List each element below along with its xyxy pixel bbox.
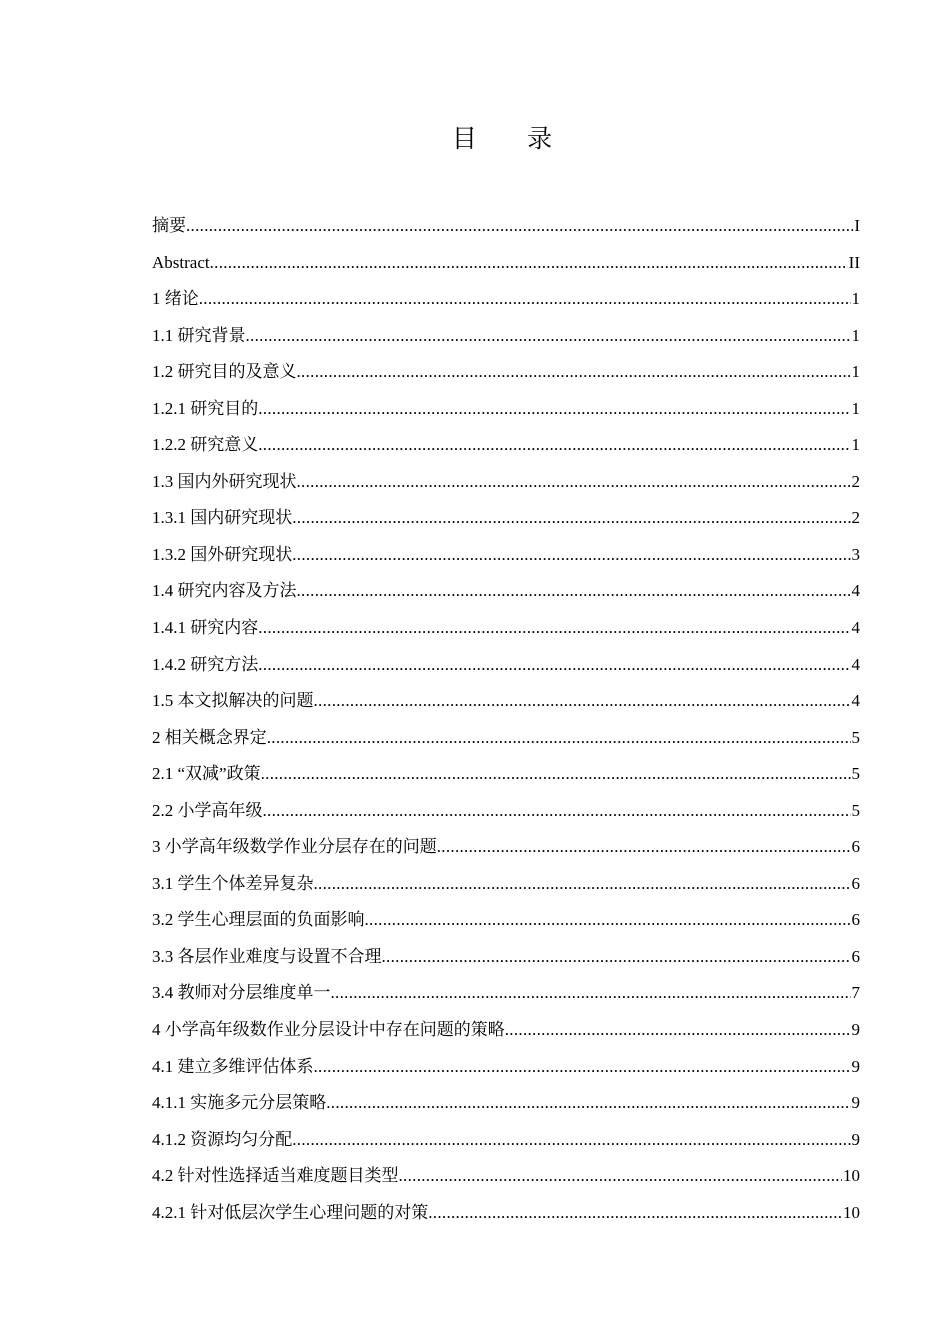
toc-dot-leader — [297, 354, 851, 391]
toc-dot-leader — [258, 427, 850, 464]
toc-dot-leader — [326, 1085, 850, 1122]
toc-dot-leader — [437, 829, 851, 866]
toc-entry[interactable] — [152, 391, 860, 428]
toc-dot-leader — [297, 464, 851, 501]
toc-entry-label: 4.2 针对性选择适当难度题目类型 — [152, 1166, 399, 1186]
toc-entry[interactable] — [152, 683, 860, 720]
toc-entry-label: 4.1.1 实施多元分层策略 — [152, 1093, 327, 1113]
toc-entry[interactable] — [152, 245, 860, 282]
toc-entry-page-number: 1 — [851, 289, 860, 309]
toc-entry[interactable] — [152, 866, 860, 903]
page-title: 目 录 — [451, 126, 575, 153]
toc-entry[interactable] — [152, 281, 860, 318]
toc-entry-page-number: 3 — [851, 544, 860, 564]
toc-dot-leader — [199, 281, 851, 318]
toc-entry[interactable] — [152, 1085, 860, 1122]
toc-entry-page-number: 9 — [851, 1129, 860, 1149]
toc-dot-leader — [186, 208, 853, 245]
toc-entry[interactable] — [152, 829, 860, 866]
toc-entry-label: 4.1.2 资源均匀分配 — [152, 1129, 293, 1149]
toc-entry-label: 1.3.1 国内研究现状 — [152, 508, 293, 528]
toc-entry[interactable] — [152, 537, 860, 574]
toc-entry-label: 1.3 国内外研究现状 — [152, 471, 297, 491]
toc-entry-page-number: 9 — [851, 1020, 860, 1040]
toc-entry-label: 2 相关概念界定 — [152, 727, 267, 747]
toc-dot-leader — [428, 1195, 842, 1232]
toc-dot-leader — [314, 1049, 851, 1086]
toc-entry-label: 1.2.1 研究目的 — [152, 398, 259, 418]
toc-entry-page-number: 6 — [851, 837, 860, 857]
toc-entry-page-number: 6 — [851, 873, 860, 893]
toc-entry[interactable] — [152, 354, 860, 391]
toc-entry-page-number: 1 — [851, 325, 860, 345]
toc-entry[interactable] — [152, 610, 860, 647]
toc-entry-label: 1.4.1 研究内容 — [152, 618, 259, 638]
toc-dot-leader — [382, 939, 851, 976]
toc-entry[interactable] — [152, 939, 860, 976]
toc-entry[interactable] — [152, 647, 860, 684]
toc-entry-page-number: 9 — [851, 1093, 860, 1113]
toc-dot-leader — [331, 975, 851, 1012]
toc-entry[interactable] — [152, 208, 860, 245]
toc-entry-label: Abstract — [152, 252, 210, 272]
toc-dot-leader — [258, 391, 850, 428]
toc-entry[interactable] — [152, 318, 860, 355]
toc-entry-page-number: 2 — [851, 508, 860, 528]
toc-entry[interactable] — [152, 500, 860, 537]
toc-entry-page-number: 5 — [851, 800, 860, 820]
toc-entry[interactable] — [152, 756, 860, 793]
toc-entry-label: 1.5 本文拟解决的问题 — [152, 691, 314, 711]
toc-entry[interactable] — [152, 1012, 860, 1049]
toc-dot-leader — [267, 720, 851, 757]
toc-entry-page-number: 1 — [851, 435, 860, 455]
toc-entry-page-number: 6 — [851, 946, 860, 966]
toc-entry-label: 1.4.2 研究方法 — [152, 654, 259, 674]
toc-entry[interactable] — [152, 573, 860, 610]
toc-entry-label: 4.1 建立多维评估体系 — [152, 1056, 314, 1076]
toc-dot-leader — [292, 500, 850, 537]
toc-entry-page-number: 7 — [851, 983, 860, 1003]
toc-entry[interactable] — [152, 427, 860, 464]
toc-entry[interactable] — [152, 464, 860, 501]
toc-entry-label: 4 小学高年级数作业分层设计中存在问题的策略 — [152, 1020, 505, 1040]
toc-entry-label: 2.2 小学高年级 — [152, 800, 263, 820]
toc-entry-label: 1.2.2 研究意义 — [152, 435, 259, 455]
toc-entry-label: 3.4 教师对分层维度单一 — [152, 983, 331, 1003]
toc-entry-label: 摘要 — [152, 216, 186, 235]
toc-dot-leader — [505, 1012, 851, 1049]
toc-entry-page-number: 4 — [851, 691, 860, 711]
toc-entry-page-number: II — [848, 252, 860, 272]
toc-entry-page-number: 6 — [851, 910, 860, 930]
toc-dot-leader — [258, 610, 850, 647]
toc-dot-leader — [297, 573, 851, 610]
toc-dot-leader — [365, 902, 851, 939]
toc-entry[interactable] — [152, 1122, 860, 1159]
toc-entry[interactable] — [152, 793, 860, 830]
toc-dot-leader — [246, 318, 851, 355]
toc-entry-label: 1.2 研究目的及意义 — [152, 362, 297, 382]
toc-entry-page-number: 1 — [851, 362, 860, 382]
toc-dot-leader — [314, 866, 851, 903]
toc-dot-leader — [292, 537, 850, 574]
toc-entry-label: 3.3 各层作业难度与设置不合理 — [152, 946, 382, 966]
toc-entry[interactable] — [152, 1049, 860, 1086]
toc-entry-label: 3.2 学生心理层面的负面影响 — [152, 910, 365, 930]
toc-entry-page-number: 9 — [851, 1056, 860, 1076]
toc-dot-leader — [258, 647, 850, 684]
toc-entry-page-number: I — [854, 216, 860, 235]
toc-entry-page-number: 4 — [851, 618, 860, 638]
toc-entry[interactable] — [152, 975, 860, 1012]
toc-dot-leader — [210, 245, 848, 282]
toc-entry-label: 3.1 学生个体差异复杂 — [152, 873, 314, 893]
toc-dot-leader — [314, 683, 851, 720]
toc-entry[interactable] — [152, 720, 860, 757]
toc-entry-page-number: 5 — [851, 764, 860, 784]
toc-entry-page-number: 1 — [851, 398, 860, 418]
toc-entry-label: 1.1 研究背景 — [152, 325, 246, 345]
toc-entry[interactable] — [152, 902, 860, 939]
toc-entry-page-number: 5 — [851, 727, 860, 747]
toc-dot-leader — [263, 793, 851, 830]
toc-dot-leader — [292, 1122, 850, 1159]
toc-entry[interactable] — [152, 1158, 860, 1195]
table-of-contents — [152, 208, 860, 1231]
toc-entry-label: 2.1 “双减”政策 — [152, 764, 261, 784]
toc-entry-label: 1.4 研究内容及方法 — [152, 581, 297, 601]
toc-entry-page-number: 2 — [851, 471, 860, 491]
toc-entry-label: 1.3.2 国外研究现状 — [152, 544, 293, 564]
toc-entry-page-number: 10 — [843, 1166, 860, 1186]
toc-entry-page-number: 4 — [851, 581, 860, 601]
toc-entry-label: 3 小学高年级数学作业分层存在的问题 — [152, 837, 437, 857]
toc-dot-leader — [261, 756, 851, 793]
toc-entry[interactable] — [152, 1195, 860, 1232]
toc-entry-label: 4.2.1 针对低层次学生心理问题的对策 — [152, 1202, 429, 1222]
toc-entry-page-number: 4 — [851, 654, 860, 674]
toc-entry-label: 1 绪论 — [152, 289, 199, 309]
toc-dot-leader — [399, 1158, 843, 1195]
toc-entry-page-number: 10 — [843, 1202, 860, 1222]
